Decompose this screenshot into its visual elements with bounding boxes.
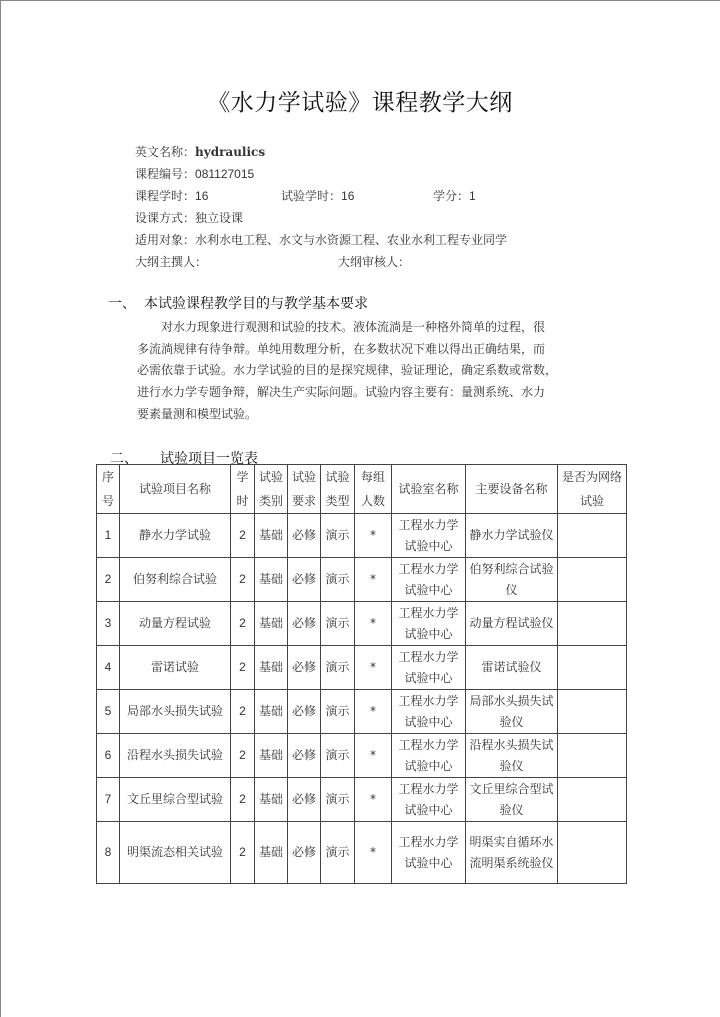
cell-no: 8: [97, 822, 120, 884]
cell-name: 沿程水头损失试验: [120, 734, 231, 778]
cell-lab: 工程水力学试验中心: [392, 690, 466, 734]
credits-line: [433, 187, 476, 204]
table-row: [97, 558, 627, 602]
cell-type: 演示: [321, 778, 355, 822]
cell-lab: 工程水力学试验中心: [392, 602, 466, 646]
cell-equipment: 动量方程试验仪: [466, 602, 558, 646]
cell-online: [558, 734, 627, 778]
cell-equipment: 文丘里综合型试验仪: [466, 778, 558, 822]
cell-name: 雷诺试验: [120, 646, 231, 690]
section1-title: 本试验课程教学目的与教学基本要求: [144, 296, 368, 312]
english-name-line: [135, 143, 265, 160]
cell-no: 3: [97, 602, 120, 646]
page-border-top: [0, 0, 720, 1]
cell-lab: 工程水力学试验中心: [392, 734, 466, 778]
cell-equipment: 明渠实自循环水流明渠系统验仪: [466, 822, 558, 884]
cell-category: 基础: [255, 514, 288, 558]
header-cell: 序号: [97, 465, 120, 514]
section2-title: 试验项目一览表: [160, 451, 258, 467]
section1-paragraph: [137, 317, 577, 426]
cell-hours: 2: [231, 734, 255, 778]
cell-hours: 2: [231, 690, 255, 734]
cell-group: *: [355, 690, 392, 734]
mode-line: [135, 209, 243, 226]
cell-requirement: 必修: [288, 558, 321, 602]
cell-name: 明渠流态相关试验: [120, 822, 231, 884]
cell-equipment: 沿程水头损失试验仪: [466, 734, 558, 778]
english-name-label: 英文名称：: [135, 145, 196, 159]
cell-name: 局部水头损失试验: [120, 690, 231, 734]
paragraph-line: 进行水力学专题争辩，解决生产实际问题。试验内容主要有：量测系统、水力: [137, 385, 546, 400]
cell-hours: 2: [231, 514, 255, 558]
credits-value: 1: [469, 189, 476, 203]
reviewer-line: [338, 253, 410, 270]
cell-hours: 2: [231, 778, 255, 822]
cell-online: [558, 646, 627, 690]
cell-equipment: 雷诺试验仪: [466, 646, 558, 690]
lab-hours-line: [281, 187, 354, 204]
cell-hours: 2: [231, 822, 255, 884]
cell-type: 演示: [321, 514, 355, 558]
cell-category: 基础: [255, 690, 288, 734]
course-code-line: [135, 165, 254, 182]
table-row: [97, 514, 627, 558]
cell-lab: 工程水力学试验中心: [392, 778, 466, 822]
header-cell: 试验类别: [255, 465, 288, 514]
cell-group: *: [355, 822, 392, 884]
cell-lab: 工程水力学试验中心: [392, 558, 466, 602]
author-line: [135, 253, 207, 270]
cell-no: 4: [97, 646, 120, 690]
header-cell: 试验室名称: [392, 465, 466, 514]
cell-group: *: [355, 602, 392, 646]
credits-label: 学分：: [433, 189, 470, 203]
paragraph-line-text: 对水力现象进行观测和试验的技术。液体流淌是一种格外简单的过程，很: [161, 320, 546, 334]
cell-category: 基础: [255, 778, 288, 822]
cell-name: 静水力学试验: [120, 514, 231, 558]
cell-category: 基础: [255, 822, 288, 884]
cell-group: *: [355, 514, 392, 558]
cell-type: 演示: [321, 690, 355, 734]
experiment-table: [96, 464, 627, 884]
cell-no: 1: [97, 514, 120, 558]
cell-online: [558, 822, 627, 884]
table-row: [97, 646, 627, 690]
cell-hours: 2: [231, 558, 255, 602]
header-cell: 试验类型: [321, 465, 355, 514]
cell-lab: 工程水力学试验中心: [392, 822, 466, 884]
course-hours-value: 16: [195, 189, 209, 203]
cell-online: [558, 778, 627, 822]
lab-hours-value: 16: [341, 189, 355, 203]
cell-category: 基础: [255, 646, 288, 690]
paragraph-line: [137, 317, 577, 339]
cell-requirement: 必修: [288, 646, 321, 690]
section1-heading: [108, 293, 368, 313]
mode-value: 独立设课: [195, 211, 244, 225]
cell-no: 2: [97, 558, 120, 602]
cell-type: 演示: [321, 558, 355, 602]
author-label: 大纲主撰人：: [135, 255, 208, 269]
cell-category: 基础: [255, 734, 288, 778]
cell-group: *: [355, 778, 392, 822]
english-name-value: hydraulics: [195, 145, 266, 159]
table-row: [97, 778, 627, 822]
table-row: [97, 822, 627, 884]
cell-equipment: 局部水头损失试验仪: [466, 690, 558, 734]
cell-online: [558, 690, 627, 734]
cell-no: 7: [97, 778, 120, 822]
cell-online: [558, 514, 627, 558]
header-cell: 试验项目名称: [120, 465, 231, 514]
table-header-row: [97, 465, 627, 514]
cell-name: 伯努利综合试验: [120, 558, 231, 602]
cell-lab: 工程水力学试验中心: [392, 514, 466, 558]
cell-type: 演示: [321, 602, 355, 646]
cell-hours: 2: [231, 646, 255, 690]
cell-requirement: 必修: [288, 690, 321, 734]
paragraph-line: 要素量测和模型试验。: [137, 406, 258, 421]
cell-requirement: 必修: [288, 734, 321, 778]
cell-group: *: [355, 558, 392, 602]
table-row: [97, 734, 627, 778]
cell-name: 文丘里综合型试验: [120, 778, 231, 822]
cell-type: 演示: [321, 734, 355, 778]
course-code-value: 081127015: [195, 167, 255, 181]
audience-line: [135, 231, 507, 248]
cell-equipment: 静水力学试验仪: [466, 514, 558, 558]
cell-type: 演示: [321, 822, 355, 884]
document-title: 《水力学试验》课程教学大纲: [207, 90, 513, 116]
course-hours-label: 课程学时：: [135, 189, 196, 203]
cell-online: [558, 602, 627, 646]
paragraph-line: 多流淌规律有待争辩。单纯用数理分析，在多数状况下难以得出正确结果，而: [137, 341, 546, 356]
mode-label: 设课方式：: [135, 211, 196, 225]
cell-requirement: 必修: [288, 602, 321, 646]
cell-no: 5: [97, 690, 120, 734]
lab-hours-label: 试验学时：: [281, 189, 342, 203]
cell-online: [558, 558, 627, 602]
cell-lab: 工程水力学试验中心: [392, 646, 466, 690]
cell-name: 动量方程试验: [120, 602, 231, 646]
cell-requirement: 必修: [288, 778, 321, 822]
table-row: [97, 602, 627, 646]
cell-group: *: [355, 734, 392, 778]
cell-category: 基础: [255, 602, 288, 646]
cell-requirement: 必修: [288, 822, 321, 884]
cell-equipment: 伯努利综合试验仪: [466, 558, 558, 602]
header-cell: 学时: [231, 465, 255, 514]
course-code-label: 课程编号：: [135, 167, 196, 181]
paragraph-line: 必需依靠于试验。水力学试验的目的是探究规律，验证理论，确定系数或常数，: [137, 363, 558, 378]
table-row: [97, 690, 627, 734]
page-border-left: [0, 0, 1, 1017]
cell-hours: 2: [231, 602, 255, 646]
section2-number: 二、: [110, 451, 138, 467]
header-cell: 每组人数: [355, 465, 392, 514]
cell-group: *: [355, 646, 392, 690]
course-hours-line: [135, 187, 208, 204]
cell-type: 演示: [321, 646, 355, 690]
reviewer-label: 大纲审核人：: [338, 255, 411, 269]
cell-requirement: 必修: [288, 514, 321, 558]
audience-value: 水利水电工程、水文与水资源工程、农业水利工程专业同学: [195, 233, 508, 247]
cell-category: 基础: [255, 558, 288, 602]
audience-label: 适用对象：: [135, 233, 196, 247]
header-cell: 试验要求: [288, 465, 321, 514]
section1-number: 一、: [108, 296, 136, 312]
header-cell: 主要设备名称: [466, 465, 558, 514]
header-cell: 是否为网络试验: [558, 465, 627, 514]
cell-no: 6: [97, 734, 120, 778]
